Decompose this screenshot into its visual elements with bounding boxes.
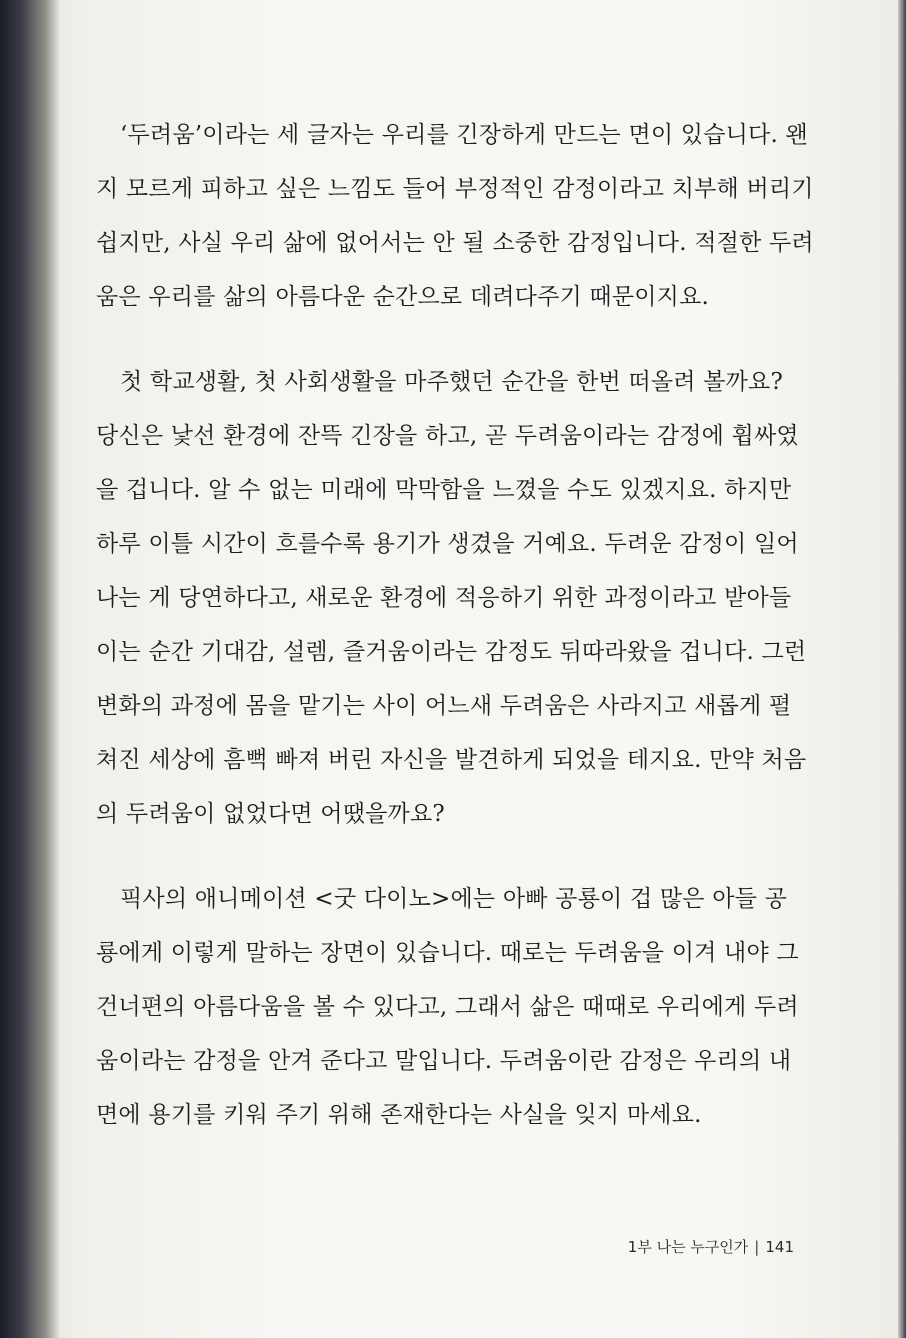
text-line: 을 겁니다. 알 수 없는 미래에 막막함을 느꼈을 수도 있겠지요. 하지만 [96,477,792,503]
text-line: ‘두려움’이라는 세 글자는 우리를 긴장하게 만드는 면이 있습니다. 왠 [120,122,808,148]
paragraph-2 [96,355,807,841]
text-line: 룡에게 이렇게 말하는 장면이 있습니다. 때로는 두려움을 이겨 내야 그 [96,940,799,966]
text-line: 지 모르게 피하고 싶은 느낌도 들어 부정적인 감정이라고 치부해 버리기 [96,176,814,202]
text-line: 움이라는 감정을 안겨 준다고 말입니다. 두려움이란 감정은 우리의 내 [96,1048,792,1074]
book-spine-shadow [0,0,60,1338]
body-text [96,108,814,1173]
paragraph-3 [96,872,799,1142]
page-footer [628,1236,794,1257]
text-line: 움은 우리를 삶의 아름다운 순간으로 데려다주기 때문이지요. [96,284,710,310]
page-edge [898,0,906,1338]
text-line: 첫 학교생활, 첫 사회생활을 마주했던 순간을 한번 떠올려 볼까요? [120,369,783,395]
footer-separator: | [754,1238,760,1256]
text-line: 픽사의 애니메이션 <굿 다이노>에는 아빠 공룡이 겁 많은 아들 공 [120,886,787,912]
text-line: 의 두려움이 없었다면 어땠을까요? [96,801,445,827]
running-header-section: 1부 나는 누구인가 [627,1238,749,1256]
text-line: 당신은 낯선 환경에 잔뜩 긴장을 하고, 곧 두려움이라는 감정에 휩싸였 [96,423,799,449]
text-line: 쉽지만, 사실 우리 삶에 없어서는 안 될 소중한 감정입니다. 적절한 두려 [96,230,814,256]
text-line: 변화의 과정에 몸을 맡기는 사이 어느새 두려움은 사라지고 새롭게 펼 [96,693,792,719]
paragraph-1 [96,108,814,324]
page-number: 141 [765,1238,794,1256]
text-line: 면에 용기를 키워 주기 위해 존재한다는 사실을 잊지 마세요. [96,1102,702,1128]
text-line: 건너편의 아름다움을 볼 수 있다고, 그래서 삶은 때때로 우리에게 두려 [96,994,799,1020]
text-line: 이는 순간 기대감, 설렘, 즐거움이라는 감정도 뒤따라왔을 겁니다. 그런 [96,639,807,665]
text-line: 하루 이틀 시간이 흐를수록 용기가 생겼을 거예요. 두려운 감정이 일어 [96,531,799,557]
text-line: 쳐진 세상에 흠뻑 빠져 버린 자신을 발견하게 되었을 테지요. 만약 처음 [96,747,807,773]
text-line: 나는 게 당연하다고, 새로운 환경에 적응하기 위한 과정이라고 받아들 [96,585,792,611]
